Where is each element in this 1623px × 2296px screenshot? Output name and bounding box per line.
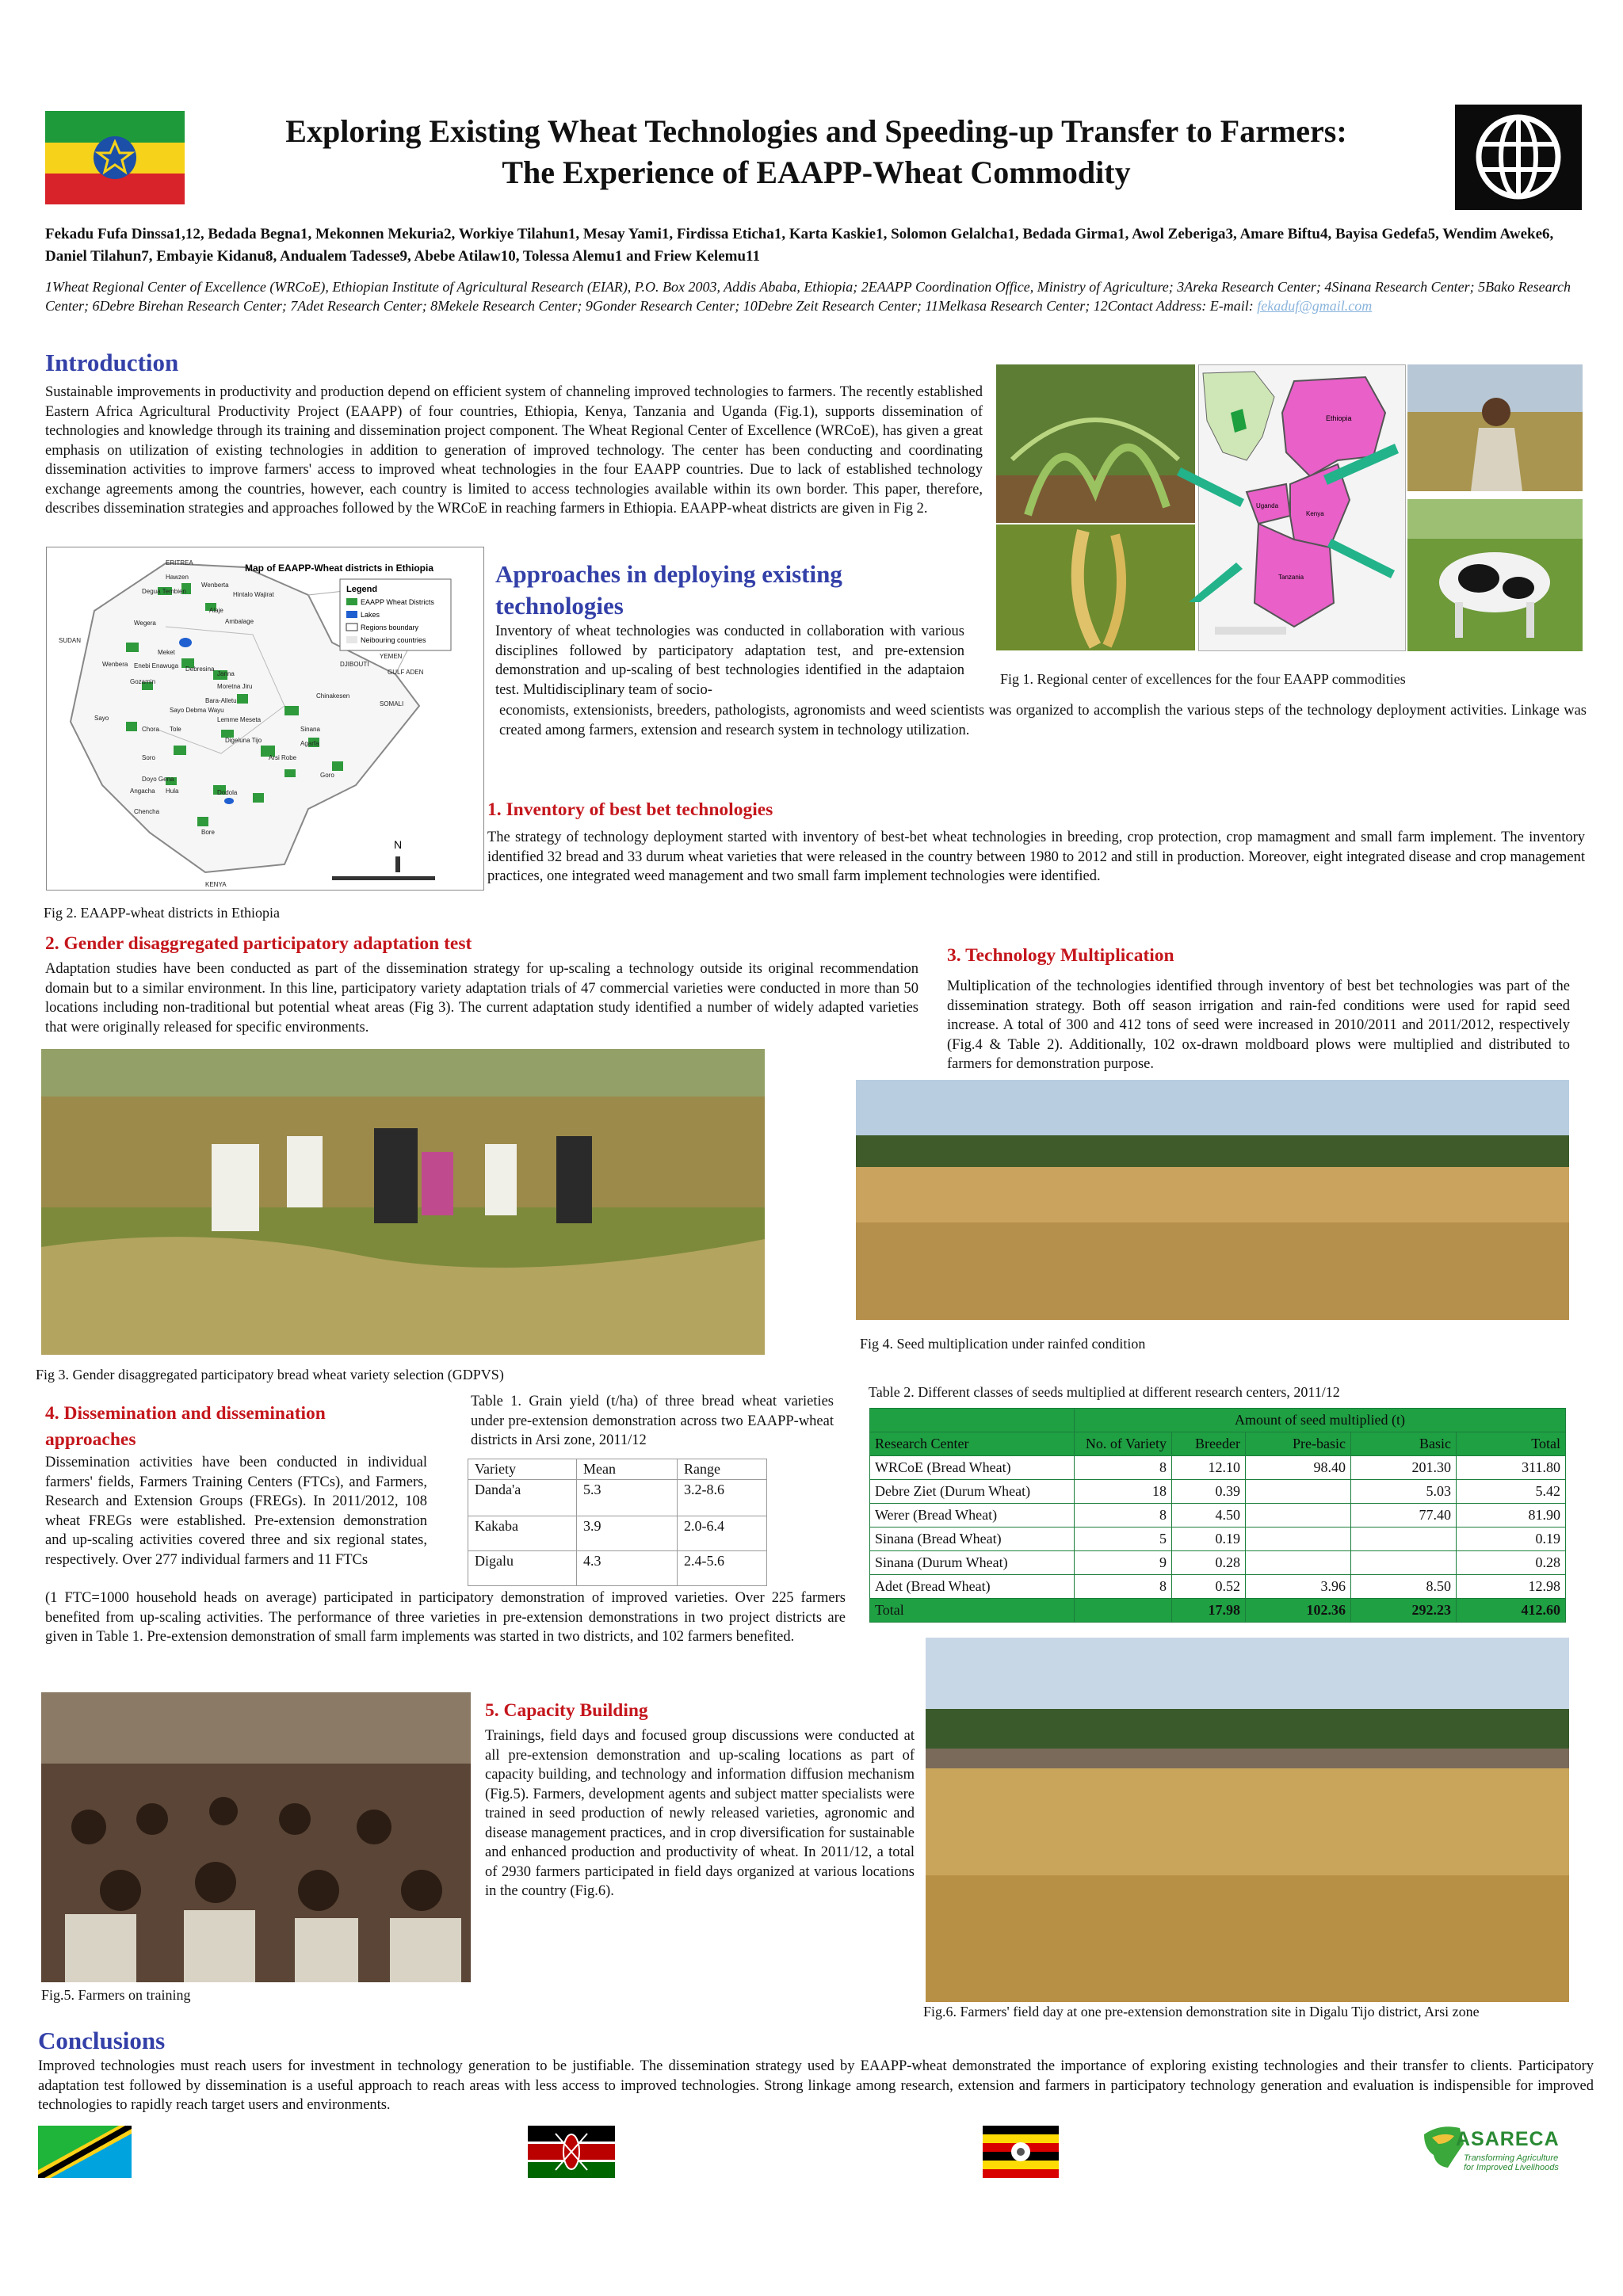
fig5-caption: Fig.5. Farmers on training [41,1987,191,2003]
asareca-tagline: Transforming Agriculture for Improved Livelihoods [1464,2153,1559,2172]
map-place: Agarfa [300,740,319,747]
map-place: Doyo Gena [142,776,174,783]
map-label-ethiopia: Ethiopia [1326,414,1352,422]
legend-wheat-districts: EAAPP Wheat Districts [361,598,434,606]
map-place: Wenbera [102,661,128,668]
map-label-uganda: Uganda [1256,502,1279,509]
map-place: Goro [320,772,334,779]
legend-neighbouring-countries: Neibouring countries [361,636,426,644]
map-place: GULF ADEN [388,669,424,676]
kenya-flag-logo [528,2126,615,2178]
fig3-caption: Fig 3. Gender disaggregated participatory bread wheat variety selection (GDPVS) [36,1367,504,1383]
map-place: Gozamin [130,678,156,685]
fig2-legend-title: Legend [346,585,378,594]
map-place: Janna [217,670,235,677]
tanzania-flag-logo [38,2126,132,2178]
map-place: Enebi Enawuga [134,662,179,669]
map-place: Soro [142,754,155,761]
map-place: Debresina [185,666,215,673]
fig6-caption: Fig.6. Farmers' field day at one pre-extension demonstration site in Digalu Tijo district, Arsi zone [923,2004,1480,2019]
map-place: Degua Tembien [142,588,186,595]
fig1-dairy-cow-photo [1407,499,1583,651]
table-row: Debre Ziet (Durum Wheat) 18 0.39 5.03 5.42 [870,1480,1566,1504]
conclusions-text: Improved technologies must reach users for investment in technology generation to be justifiable. The dissemination strategy used by EAAPP-wheat demonstrated the importance of exploring existing technologies and their transfer to clients. Participatory adaptation test followed by dissemination is a useful approach to reach areas with less access to improved technologies. Strong linkage among research, extension and farmers in participatory technology generation and evaluation is indispensible for improved technologies to rapidly reach target users and environments. [38,2058,1594,2113]
table1-grain-yield [468,1459,767,1586]
fig4-caption: Fig 4. Seed multiplication under rainfed condition [860,1336,1146,1352]
table1-caption: Table 1. Grain yield (t/ha) of three bread wheat varieties under pre-extension demonstration across two EAAPP-wheat districts in Arsi zone, 2011/12 [471,1394,834,1448]
dissemination-text-wide: (1 FTC=1000 household heads on average) participated in participatory demonstration of improved varieties. Over 225 farmers benefited from up-scaling activities. The performance of three varieties in pre-extension demonstrations in two project districts are given in Table 1. Pre-extension demonstration of small farm implements was started in two districts, and 102 farmers benefited. [45,1590,846,1645]
map-place: Chencha [134,808,160,815]
table-row: Danda'a 5.3 3.2-8.6 [468,1480,767,1516]
title-line-1: Exploring Existing Wheat Technologies and Speeding-up Transfer to Farmers: [285,113,1347,149]
map-place: Lemme Meseta [217,716,262,723]
map-place: SOMALI [380,700,404,707]
table-row: Digalu 4.3 2.4-5.6 [468,1551,767,1586]
approaches-text-narrow: Inventory of wheat technologies was conducted in collaboration with various disciplines followed by participatory adaptation test, and pre-extension demonstration and up-scaling of best technologies identified in the adaptaion test. Multidisciplinary team of socio- [495,624,964,698]
inventory-text: The strategy of technology deployment started with inventory of best-bet wheat technologies in breeding, crop protection, crop mamagment and small farm implement. The inventory identified 32 bread and 33 durum wheat varieties that were released in the country between 1980 to 2012 and still in production. Moreover, eight integrated disease and crop management practices, one integrated weed management and two small farm implement technologies were identified. [487,830,1585,884]
table2-seed-classes [869,1408,1566,1623]
fig2-caption: Fig 2. EAAPP-wheat districts in Ethiopia [44,905,280,921]
map-place: Hawzen [166,574,189,581]
map-place: Wegera [134,620,156,627]
approaches-heading: Approaches in deploying existing technologies [495,560,842,620]
table-total-row: Total 17.98 102.36 292.23 412.60 [870,1599,1566,1623]
asareca-name: ASARECA [1456,2128,1560,2150]
map-place: Tole [170,726,181,733]
map-place: Digeluna Tijo [225,737,262,744]
map-place: Hula [166,788,179,795]
map-place: DJIBOUTI [340,661,369,668]
fig1-arrows [1173,444,1411,602]
fig2-districts-map [46,547,484,891]
legend-lakes: Lakes [361,611,380,619]
map-place: Chinakesen [316,692,350,700]
fig5-farmers-training-photo [41,1692,471,1982]
fig2-map-title: Map of EAAPP-Wheat districts in Ethiopia [245,563,434,574]
uganda-flag-logo [983,2126,1059,2178]
table-header-row: Variety Mean Range [468,1459,767,1480]
map-place: Dodola [217,789,238,796]
fig6-field-day-photo [926,1638,1569,2002]
table-row: Sinana (Durum Wheat) 9 0.28 0.28 [870,1551,1566,1575]
legend-regions-boundary: Regions boundary [361,624,419,631]
map-place: Hintalo Wajirat [233,591,274,598]
fig1-farmer-woman-photo [1407,364,1583,491]
multiplication-heading: 3. Technology Multiplication [947,945,1174,966]
fig1-caption: Fig 1. Regional center of excellences for the four EAAPP commodities [1000,671,1406,687]
fig4-seed-multiplication-photo [856,1080,1569,1320]
map-place: Ambalage [225,618,254,625]
inventory-heading: 1. Inventory of best bet technologies [487,799,773,820]
capacity-heading: 5. Capacity Building [485,1700,648,1721]
contact-email-link[interactable]: fekaduf@gmail.com [1257,298,1373,314]
map-place: Meket [158,649,175,656]
affiliations: 1Wheat Regional Center of Excellence (WRCoE), Ethiopian Institute of Agricultural Research (EIAR), P.O. Box 2003, Addis Ababa, Ethiopia; 2EAAPP Coordination Office, Ministry of Agriculture; 3Areka Research Center; 4Sinana Research Center; 5Bako Research Center; 6Debre Birehan Research Center; 7Adet Research Center; 8Mekele Research Center; 9Gonder Research Center; 10Debre Zeit Research Center; 11Melkasa Research Center; 12Contact Address: E-mail: fekaduf@gmail.com [45,279,1571,314]
table-row: Adet (Bread Wheat) 8 0.52 3.96 8.50 12.98 [870,1575,1566,1599]
gender-heading: 2. Gender disaggregated participatory adaptation test [45,933,472,954]
fig2-north-arrow: N [394,838,403,851]
table-group-header-row: Amount of seed multiplied (t) [870,1409,1566,1432]
map-place: SUDAN [59,637,82,644]
capacity-text: Trainings, field days and focused group discussions were conducted at all pre-extension demonstration and up-scaling locations as part of capacity building, and technology and information diffusion mechanism (Fig.5). Farmers, development agents and subject matter specialists were trained in seed production of newly released varieties, agronomic and disease management practices, and in crop diversification for sustainable and enhanced production and productivity of wheat. In 2011/12, a total of 2930 farmers participated in field days organized at various locations in the country (Fig.6). [485,1728,915,1899]
introduction-text: Sustainable improvements in productivity and production depend on efficient system of channeling improved technologies to farmers. The recently established Eastern Africa Agricultural Productivity Project (EAAPP) of four countries, Ethiopia, Kenya, Tanzania and Uganda (Fig.1), supports dissemination of technologies and knowledge through its training and dissemination project component. The Wheat Regional Center of Excellence (WRCoE), has given a great emphasis on utilization of existing technologies in addition to generation of improved technology. The center has been conducting and coordinating dissemination activities to improve farmers' access to improved wheat technologies in the four EAAPP countries. Due to lack of established technology exchange agreements among the countries, however, each country is limited to access technologies available within its own border. This paper, therefore, describes dissemination strategies and approaches followed by the WRCoE in reaching farmers in Ethiopia. EAAPP-wheat districts are given in Fig 2. [45,384,983,517]
map-label-tanzania: Tanzania [1278,574,1304,581]
map-place: ERITREA [166,559,193,566]
map-place: Sayo [94,715,109,722]
table-row: Sinana (Bread Wheat) 5 0.19 0.19 [870,1527,1566,1551]
author-list: Fekadu Fufa Dinssa1,12, Bedada Begna1, Mekonnen Mekuria2, Workiye Tilahun1, Mesay Yami1, Firdissa Eticha1, Karta Kaskie1, Solomon Gelalcha1, Bedada Girma1, Awol Zeberiga3, Amare Biftu4, Bayisa Gedefa5, Wendim Aweke6, Daniel Tilahun7, Embayie Kidanu8, Andualem Tadesse9, Abebe Atilaw10, Tolessa Alemu1 and Friew Kelemu11 [45,226,1554,265]
table2-caption: Table 2. Different classes of seeds multiplied at different research centers, 2011/12 [869,1384,1340,1400]
map-place: Angacha [130,788,155,795]
table-row: Kakaba 3.9 2.0-6.4 [468,1516,767,1551]
introduction-heading: Introduction [45,349,179,376]
table-header-row: Research Center No. of Variety Breeder Pre-basic Basic Total [870,1432,1566,1456]
asareca-logo [1416,2120,1594,2183]
fig1-wheat-plant-photo [996,364,1195,650]
map-place: Sayo Debma Wayu [170,707,224,714]
poster-title [182,111,1450,193]
dissemination-text-narrow: Dissemination activities have been conducted in individual farmers' fields, Farmers Training Centers (FTCs), and Farmers, Research and Extension Groups (FREGs). In 2011/2012, 108 wheat FREGs were established. Pre-extension demonstration and up-scaling activities covered three and six regional states, respectively. Over 277 individual farmers and 11 FTCs [45,1455,427,1568]
map-place: Alaje [209,607,223,614]
world-bank-logo [1455,105,1582,210]
map-place: Chora [142,726,159,733]
conclusions-heading: Conclusions [38,2027,166,2054]
map-place: YEMEN [380,653,403,660]
map-place: KENYA [205,881,227,888]
table-row: Werer (Bread Wheat) 8 4.50 77.40 81.90 [870,1504,1566,1527]
approaches-text-wide: economists, extensionists, breeders, pathologists, agronomists and weed scientists was organized to accomplish the various steps of the technology deployment activities. Linkage was created among farmers, extension and research system in technology utilization. [499,703,1587,738]
title-line-2: The Experience of EAAPP-Wheat Commodity [502,154,1131,190]
dissemination-heading: 4. Dissemination and dissemination approaches [45,1403,326,1450]
map-place: Wenberta [201,582,229,589]
multiplication-text: Multiplication of the technologies identified through inventory of best bet technologies was part of the dissemination strategy. Both off season irrigation and rain-fed conditions were used for rapid seed increase. A total of 300 and 412 tons of seed were increased in 2010/2011 and 2011/2012, respectively (Fig.4 & Table 2). Additionally, 102 ox-drawn moldboard plows were multiplied and distributed to farmers for demonstration purpose. [947,978,1570,1072]
map-place: Sinana [300,726,320,733]
map-label-kenya: Kenya [1306,510,1324,517]
map-place: Bara-Alletu [205,697,237,704]
table-row: WRCoE (Bread Wheat) 8 12.10 98.40 201.30 311.80 [870,1456,1566,1480]
map-place: Arsi Robe [269,754,297,761]
map-place: Bore [201,829,215,836]
ethiopia-flag-logo [45,111,185,204]
gender-text: Adaptation studies have been conducted as part of the dissemination strategy for up-scaling a technology outside its original recommendation domain but to a similar environment. In this line, participatory variety adaptation trials of 47 commercial varieties were conducted in more than 50 locations including non-traditional but potential wheat areas (Fig 3). The current adaptation study identified a number of widely adapted varieties that were originally released for specific environments. [45,961,918,1035]
fig3-participatory-selection-photo [41,1049,765,1355]
map-place: Moretna Jiru [217,683,253,690]
